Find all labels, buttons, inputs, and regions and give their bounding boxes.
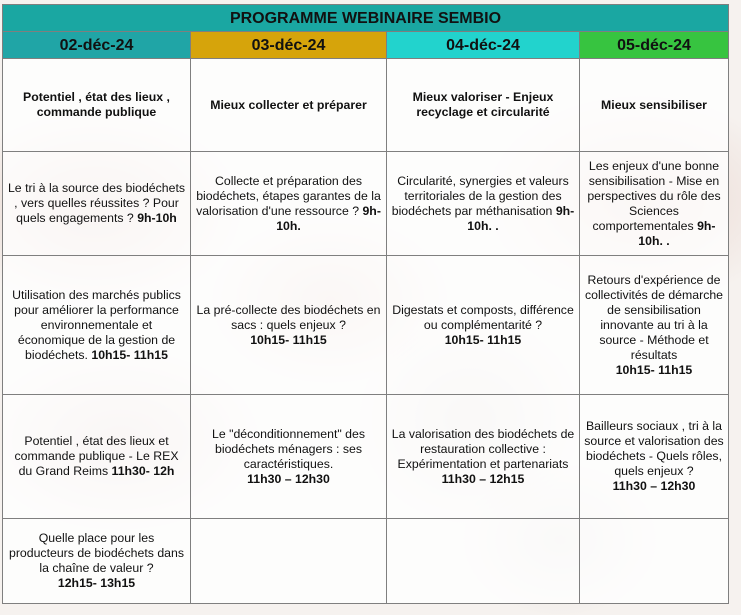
session-cell (580, 152, 729, 256)
empty-cell (580, 519, 729, 604)
date-day-3: 04-déc-24 (387, 32, 580, 59)
date-row (3, 32, 729, 59)
session-title: Circularité, synergies et valeurs territoriales de la gestion des biodéchets par méthanisation (391, 173, 569, 218)
session-cell (191, 152, 387, 256)
title-row (3, 5, 729, 32)
session-time: 11h30 – 12h15 (441, 471, 525, 486)
program-table (2, 4, 729, 604)
session-time: 11h30 – 12h30 (247, 471, 330, 486)
session-time: 11h30 – 12h30 (612, 479, 696, 493)
theme-day-3: Mieux valoriser - Enjeux recyclage et circularité (387, 59, 580, 152)
date-day-1: 02-déc-24 (3, 32, 191, 59)
session-title: Utilisation des marchés publics pour améliorer la performance environnementale et économique de la gestion de biodéchets. (12, 287, 181, 362)
session-cell (191, 256, 387, 395)
empty-cell (387, 519, 580, 604)
session-title: Quelle place pour les producteurs de biodéchets dans la chaîne de valeur ? (8, 531, 184, 575)
session-title: Retours d'expérience de collectivités de démarche de sensibilisation innovante au tri à la source - Méthode et résultats (584, 272, 724, 362)
theme-day-2: Mieux collecter et préparer (191, 59, 387, 152)
date-day-2: 03-déc-24 (191, 32, 387, 59)
session-time: 10h15- 11h15 (444, 332, 522, 347)
session-row-3 (3, 395, 729, 519)
session-title: Bailleurs sociaux , tri à la source et valorisation des biodéchets - Quels rôles, quels enjeux ? (584, 419, 724, 478)
session-cell (580, 256, 729, 395)
session-row-4 (3, 519, 729, 604)
session-title: Le tri à la source des biodéchets , vers quelles réussites ? Pour quels engagements ? (7, 181, 186, 225)
session-time: 9h-10h. . (467, 203, 575, 233)
theme-row (3, 59, 729, 152)
session-time: 9h-10h (137, 211, 177, 225)
session-cell (387, 152, 580, 256)
session-row-1 (3, 152, 729, 256)
session-time: 9h-10h. . (638, 218, 716, 248)
session-title: Collecte et préparation des biodéchets, étapes garantes de la valorisation d'une ressource ? (196, 173, 381, 218)
session-cell (191, 395, 387, 519)
session-title: Le "déconditionnement" des biodéchets ménagers : ses caractéristiques. (212, 426, 365, 471)
session-title: Les enjeux d'une bonne sensibilisation - Mise en perspectives du rôle des Sciences comportementales (587, 158, 721, 233)
session-row-2 (3, 256, 729, 395)
program-title: PROGRAMME WEBINAIRE SEMBIO (3, 5, 729, 32)
date-day-4: 05-déc-24 (580, 32, 729, 59)
session-title: La pré-collecte des biodéchets en sacs : quels enjeux ? (196, 302, 381, 332)
session-cell (3, 519, 191, 604)
session-time: 10h15- 11h15 (91, 347, 168, 362)
session-cell (3, 256, 191, 395)
session-time: 12h15- 13h15 (57, 576, 136, 590)
session-title: Potentiel , état des lieux et commande publique - Le REX du Grand Reims (14, 434, 179, 478)
session-time: 10h15- 11h15 (615, 362, 693, 377)
session-cell (387, 256, 580, 395)
session-cell (3, 395, 191, 519)
theme-day-4: Mieux sensibiliser (580, 59, 729, 152)
empty-cell (191, 519, 387, 604)
session-title: Digestats et composts, différence ou complémentarité ? (392, 302, 574, 332)
session-cell (3, 152, 191, 256)
session-cell (580, 395, 729, 519)
session-cell (387, 395, 580, 519)
session-time: 11h30- 12h (111, 464, 175, 478)
session-time: 10h15- 11h15 (250, 332, 327, 347)
theme-day-1: Potentiel , état des lieux , commande publique (3, 59, 191, 152)
session-time: 9h-10h. (276, 203, 381, 233)
session-title: La valorisation des biodéchets de restauration collective : Expérimentation et partenariats (391, 426, 575, 471)
